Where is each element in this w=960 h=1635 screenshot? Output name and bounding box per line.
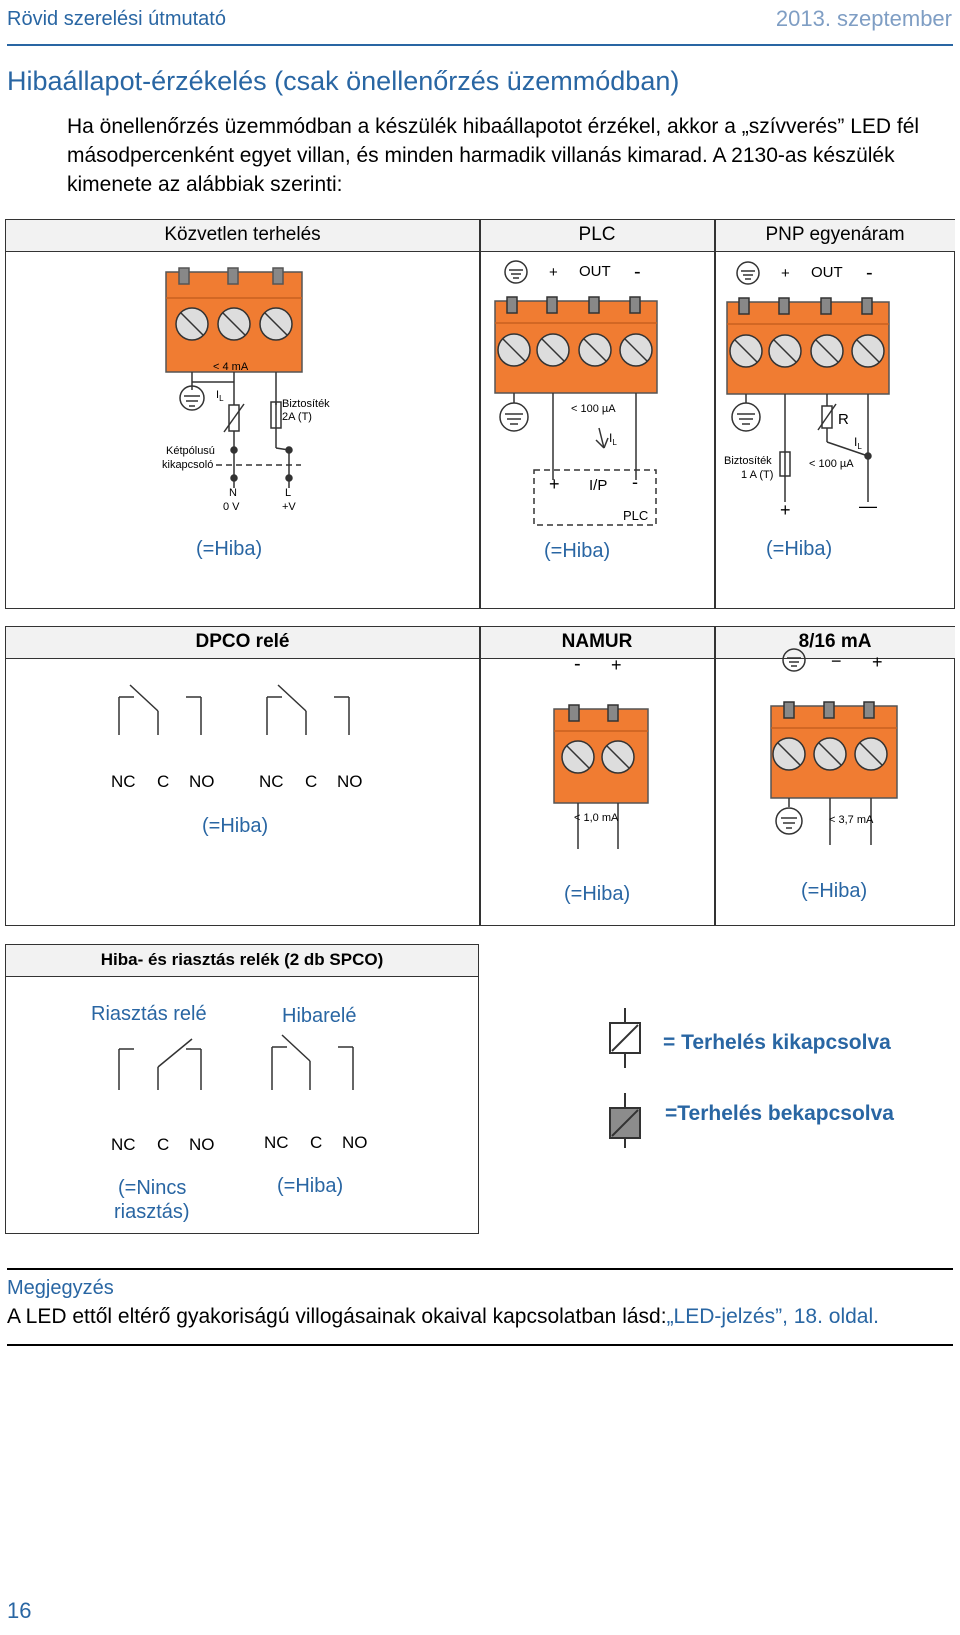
alarm-relay-label: Riasztás relé	[91, 1003, 207, 1025]
pnp-fuse-label: Biztosíték	[724, 455, 772, 467]
plc-plus-bottom: +	[549, 474, 560, 494]
section-title: Hibaállapot-érzékelés (csak önellenőrzés üzemmódban)	[7, 66, 680, 96]
status-direct: (=Hiba)	[196, 538, 263, 560]
legend-load-off: = Terhelés kikapcsolva	[663, 1031, 891, 1054]
status-plc: (=Hiba)	[544, 540, 611, 562]
header-date: 2013. szeptember	[775, 6, 952, 31]
alarm-contact-c: C	[157, 1135, 170, 1154]
plc-out: OUT	[579, 263, 611, 280]
header-namur: NAMUR	[480, 627, 715, 659]
namur-plus: +	[611, 655, 622, 675]
plc-box-label: PLC	[623, 508, 649, 523]
pnp-il: $I_L$	[854, 435, 862, 451]
dpco-contact-nc-1: NC	[111, 772, 136, 791]
dpco-contact-c-1: C	[157, 772, 170, 791]
header-spco: Hiba- és riasztás relék (2 db SPCO)	[6, 945, 478, 977]
pnp-r: R	[838, 411, 849, 428]
status-fault: (=Hiba)	[277, 1175, 344, 1197]
plc-plus: +	[549, 264, 558, 281]
switch-label-1: Kétpólusú	[166, 445, 215, 457]
pnp-out: OUT	[811, 264, 843, 281]
dpco-contact-c-2: C	[305, 772, 318, 791]
direct-fuse-value: 2A (T)	[282, 411, 312, 423]
ma-minus: −	[831, 651, 842, 671]
n-label: N	[229, 487, 237, 499]
legend-load-on: =Terhelés bekapcsolva	[665, 1102, 894, 1125]
header-doc-title: Rövid szerelési útmutató	[7, 8, 226, 30]
fault-contact-nc: NC	[264, 1133, 289, 1152]
note-title: Megjegyzés	[7, 1277, 114, 1299]
plc-io: I/P	[589, 477, 608, 494]
header-dpco: DPCO relé	[6, 627, 480, 659]
namur-minus: -	[574, 653, 581, 675]
status-namur: (=Hiba)	[564, 883, 631, 905]
note-link[interactable]: „LED-jelzés”, 18. oldal.	[666, 1305, 879, 1328]
status-ma: (=Hiba)	[801, 880, 868, 902]
status-alarm-2: riasztás)	[114, 1201, 190, 1223]
note-text	[7, 1305, 879, 1329]
alarm-contact-nc: NC	[111, 1135, 136, 1154]
dpco-contact-nc-2: NC	[259, 772, 284, 791]
fault-contact-no: NO	[342, 1133, 368, 1152]
output-table-1	[5, 219, 955, 609]
direct-fuse-label: Biztosíték	[282, 398, 330, 410]
namur-current: < 1,0 mA	[574, 812, 619, 824]
note-body: A LED ettől eltérő gyakoriságú villogásainak okaival kapcsolatban lásd:	[7, 1305, 667, 1328]
spco-relay-diagrams	[6, 945, 480, 1235]
status-alarm-1: (=Nincs	[118, 1177, 187, 1199]
intro-text: Ha önellenőrzés üzemmódban a készülék hibaállapotot érzékel, akkor a „szívverés” LED fél másodpercenként egyet villan, és minden harmadik villanás kimarad. A 2130-as készülék kimenete az alábbiak szerinti:	[67, 115, 920, 196]
dpco-contact-no-1: NO	[189, 772, 215, 791]
pnp-plus: +	[781, 265, 790, 282]
n-voltage: 0 V	[223, 501, 240, 513]
header-ma: 8/16 mA	[715, 627, 955, 659]
status-pnp: (=Hiba)	[766, 538, 833, 560]
l-voltage: +V	[282, 501, 296, 513]
switch-label-2: kikapcsoló	[162, 459, 214, 471]
note-bottom-rule	[7, 1344, 953, 1346]
l-label: L	[285, 487, 292, 499]
fault-relay-label: Hibarelé	[282, 1005, 357, 1027]
plc-minus: -	[634, 261, 641, 283]
fault-contact-c: C	[310, 1133, 323, 1152]
plc-current: < 100 µA	[571, 403, 616, 415]
direct-il-label: $I_L$	[216, 389, 224, 403]
alarm-contact-no: NO	[189, 1135, 215, 1154]
pnp-current: < 100 µA	[809, 458, 854, 470]
pnp-minus: -	[866, 262, 873, 284]
pnp-minus-bottom: —	[859, 496, 877, 516]
output-table-2	[5, 626, 955, 926]
ma-current: < 3,7 mA	[829, 814, 874, 826]
plc-il: $I_L$	[609, 431, 617, 447]
header-rule	[7, 44, 953, 46]
ma-plus: +	[872, 652, 883, 672]
page-number: 16	[7, 1598, 32, 1623]
direct-current-label: < 4 mA	[213, 361, 249, 373]
header-direct-load: Közvetlen terhelés	[6, 220, 480, 252]
plc-minus-bottom: -	[632, 472, 638, 492]
pnp-fuse-value: 1 A (T)	[741, 469, 774, 481]
pnp-plus-bottom: +	[780, 500, 791, 520]
status-dpco: (=Hiba)	[202, 815, 269, 837]
note-top-rule	[7, 1268, 953, 1270]
dpco-contact-no-2: NO	[337, 772, 363, 791]
header-plc: PLC	[480, 220, 715, 252]
header-pnp: PNP egyenáram	[715, 220, 955, 252]
legend-symbols	[600, 1008, 650, 1148]
spco-relay-table	[5, 944, 479, 1234]
